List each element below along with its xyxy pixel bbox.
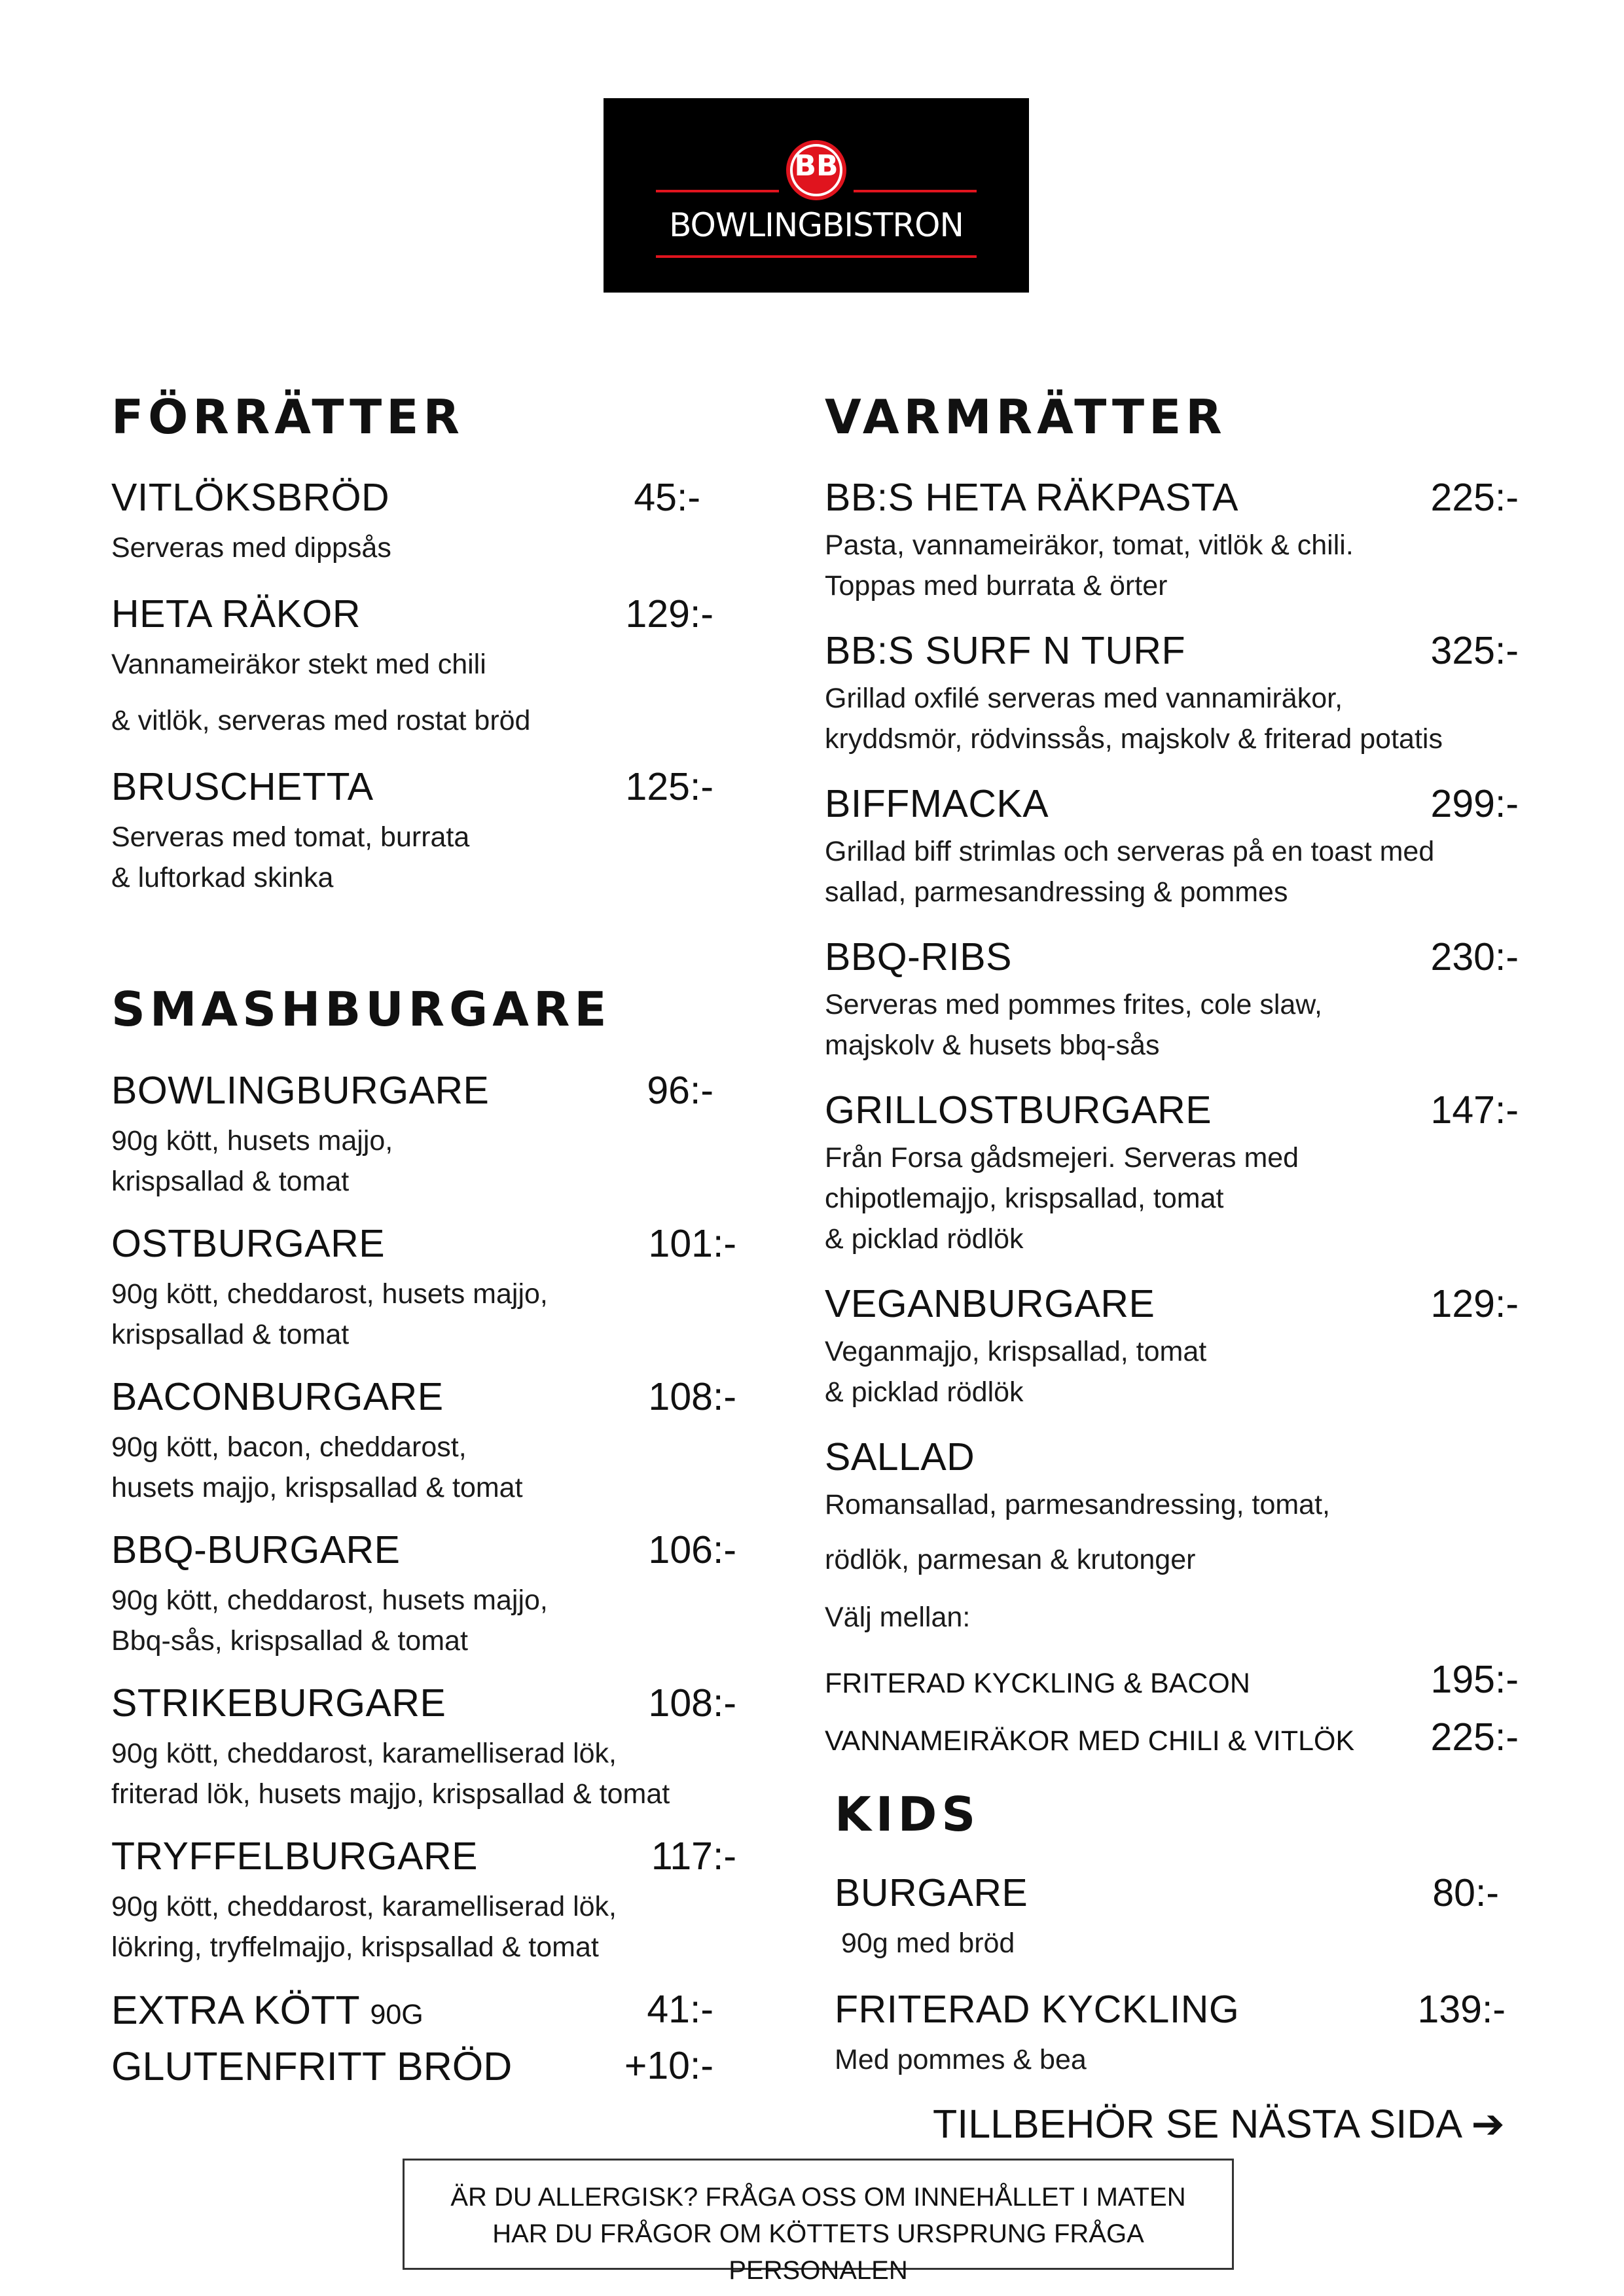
item-name: GRILLOSTBURGARE — [825, 1088, 1212, 1132]
item-desc: Toppas med burrata & örter — [825, 570, 1168, 601]
item-desc: 90g kött, cheddarost, karamelliserad lök, — [111, 1738, 617, 1769]
item-price: 117:- — [651, 1835, 736, 1878]
item-desc: majskolv & husets bbq-sås — [825, 1030, 1160, 1061]
item-desc: 90g kött, cheddarost, karamelliserad lök, — [111, 1891, 617, 1922]
item-price: 108:- — [648, 1681, 736, 1725]
item-desc: Romansallad, parmesandressing, tomat, — [825, 1489, 1330, 1520]
item-name: STRIKEBURGARE — [111, 1681, 446, 1725]
item-name: FRITERAD KYCKLING — [835, 1988, 1240, 2031]
item-price: 45:- — [634, 476, 700, 519]
item-name: BBQ-RIBS — [825, 935, 1012, 978]
item-desc: Serveras med tomat, burrata — [111, 821, 470, 853]
item-desc: & vitlök, serveras med rostat bröd — [111, 705, 531, 736]
item-desc: 90g kött, husets majjo, — [111, 1125, 393, 1157]
item-name: BURGARE — [835, 1871, 1028, 1914]
section-heading-forratter: FÖRRÄTTER — [111, 389, 464, 444]
item-price: 96:- — [647, 1069, 713, 1112]
logo-initials: BB — [794, 149, 839, 183]
sallad-option-price: 225:- — [1430, 1715, 1519, 1759]
item-name: SALLAD — [825, 1435, 975, 1479]
item-price: 139:- — [1417, 1988, 1506, 2031]
item-desc: Veganmajjo, krispsallad, tomat — [825, 1336, 1207, 1367]
item-desc: 90g kött, cheddarost, husets majjo, — [111, 1585, 548, 1616]
item-desc: krispsallad & tomat — [111, 1166, 350, 1197]
item-desc: 90g kött, bacon, cheddarost, — [111, 1431, 467, 1463]
item-desc: 90g med bröd — [841, 1928, 1015, 1959]
item-price: 225:- — [1430, 476, 1519, 519]
sallad-option-price: 195:- — [1430, 1658, 1519, 1701]
allergy-notice-box — [403, 2159, 1234, 2285]
sallad-option-name: FRITERAD KYCKLING & BACON — [825, 1668, 1250, 1699]
item-name: VITLÖKSBRÖD — [111, 476, 390, 519]
section-heading-varmratter: VARMRÄTTER — [825, 389, 1227, 444]
item-desc: & picklad rödlök — [825, 1376, 1024, 1408]
item-desc: sallad, parmesandressing & pommes — [825, 876, 1288, 908]
item-price: 129:- — [625, 592, 713, 636]
logo-line-bottom — [656, 255, 977, 258]
sallad-choose-label: Välj mellan: — [825, 1602, 971, 1633]
item-name: BBQ-BURGARE — [111, 1528, 401, 1571]
item-desc: friterad lök, husets majjo, krispsallad & tomat — [111, 1778, 670, 1810]
tillbehor-link[interactable] — [933, 2101, 1505, 2147]
item-price: 230:- — [1430, 935, 1519, 978]
item-price: 147:- — [1430, 1088, 1519, 1132]
notice-line: ÄR DU ALLERGISK? FRÅGA OSS OM INNEHÅLLET I MATEN — [450, 2183, 1186, 2212]
item-desc: Grillad oxfilé serveras med vannamiräkor, — [825, 683, 1343, 714]
item-name: BB:S HETA RÄKPASTA — [825, 476, 1238, 519]
sallad-option-name: VANNAMEIRÄKOR MED CHILI & VITLÖK — [825, 1725, 1355, 1757]
item-price: 129:- — [1430, 1282, 1519, 1325]
section-heading-kids: KIDS — [835, 1787, 981, 1842]
extra-item-name: GLUTENFRITT BRÖD — [111, 2044, 513, 2089]
item-name: VEGANBURGARE — [825, 1282, 1155, 1325]
item-price: 101:- — [648, 1222, 736, 1265]
item-name: BACONBURGARE — [111, 1375, 444, 1418]
item-name: TRYFFELBURGARE — [111, 1835, 478, 1878]
item-price: 299:- — [1430, 782, 1519, 825]
item-desc: Serveras med dippsås — [111, 532, 391, 564]
item-desc: kryddsmör, rödvinssås, majskolv & friterad potatis — [825, 723, 1443, 755]
item-price: 80:- — [1432, 1871, 1499, 1914]
item-name: BRUSCHETTA — [111, 765, 374, 808]
extra-item-name: EXTRA KÖTT 90G — [111, 1988, 424, 2032]
item-desc: 90g kött, cheddarost, husets majjo, — [111, 1278, 548, 1310]
item-desc: & luftorkad skinka — [111, 862, 334, 893]
item-desc: krispsallad & tomat — [111, 1319, 350, 1350]
item-price: 325:- — [1430, 629, 1519, 672]
item-name: BB:S SURF N TURF — [825, 629, 1186, 672]
item-desc: lökring, tryffelmajjo, krispsallad & tomat — [111, 1931, 599, 1963]
item-desc: Vannameiräkor stekt med chili — [111, 649, 486, 680]
notice-line: HAR DU FRÅGOR OM KÖTTETS URSPRUNG FRÅGA PERSONALEN — [492, 2219, 1144, 2285]
item-price: 108:- — [648, 1375, 736, 1418]
item-price: 106:- — [648, 1528, 736, 1571]
item-desc: rödlök, parmesan & krutonger — [825, 1544, 1196, 1575]
logo-line-left — [656, 190, 779, 192]
item-desc: chipotlemajjo, krispsallad, tomat — [825, 1183, 1224, 1214]
extra-item-price: 41:- — [647, 1988, 713, 2031]
item-name: BIFFMACKA — [825, 782, 1049, 825]
item-desc: husets majjo, krispsallad & tomat — [111, 1472, 523, 1503]
item-desc: Pasta, vannameiräkor, tomat, vitlök & chili. — [825, 529, 1354, 561]
item-desc: Grillad biff strimlas och serveras på en toast med — [825, 836, 1435, 867]
item-desc: Med pommes & bea — [835, 2044, 1087, 2075]
item-price: 125:- — [625, 765, 713, 808]
logo-brand-text: BOWLINGBISTRON — [669, 206, 964, 244]
bowlingbistron-logo — [604, 98, 1029, 293]
section-heading-smashburgare: SMASHBURGARE — [111, 982, 611, 1037]
item-desc: & picklad rödlök — [825, 1223, 1024, 1255]
item-name: HETA RÄKOR — [111, 592, 361, 636]
item-desc: Från Forsa gådsmejeri. Serveras med — [825, 1142, 1299, 1174]
extra-item-price: +10:- — [624, 2044, 713, 2087]
arrow-right-icon: ➔ — [1471, 2101, 1505, 2147]
item-desc: Serveras med pommes frites, cole slaw, — [825, 989, 1322, 1020]
item-name: BOWLINGBURGARE — [111, 1069, 490, 1112]
logo-line-right — [854, 190, 977, 192]
item-desc: Bbq-sås, krispsallad & tomat — [111, 1625, 468, 1657]
extra-item-suffix: 90G — [370, 1999, 424, 2030]
tillbehor-text: TILLBEHÖR SE NÄSTA SIDA — [933, 2102, 1460, 2146]
item-name: OSTBURGARE — [111, 1222, 386, 1265]
